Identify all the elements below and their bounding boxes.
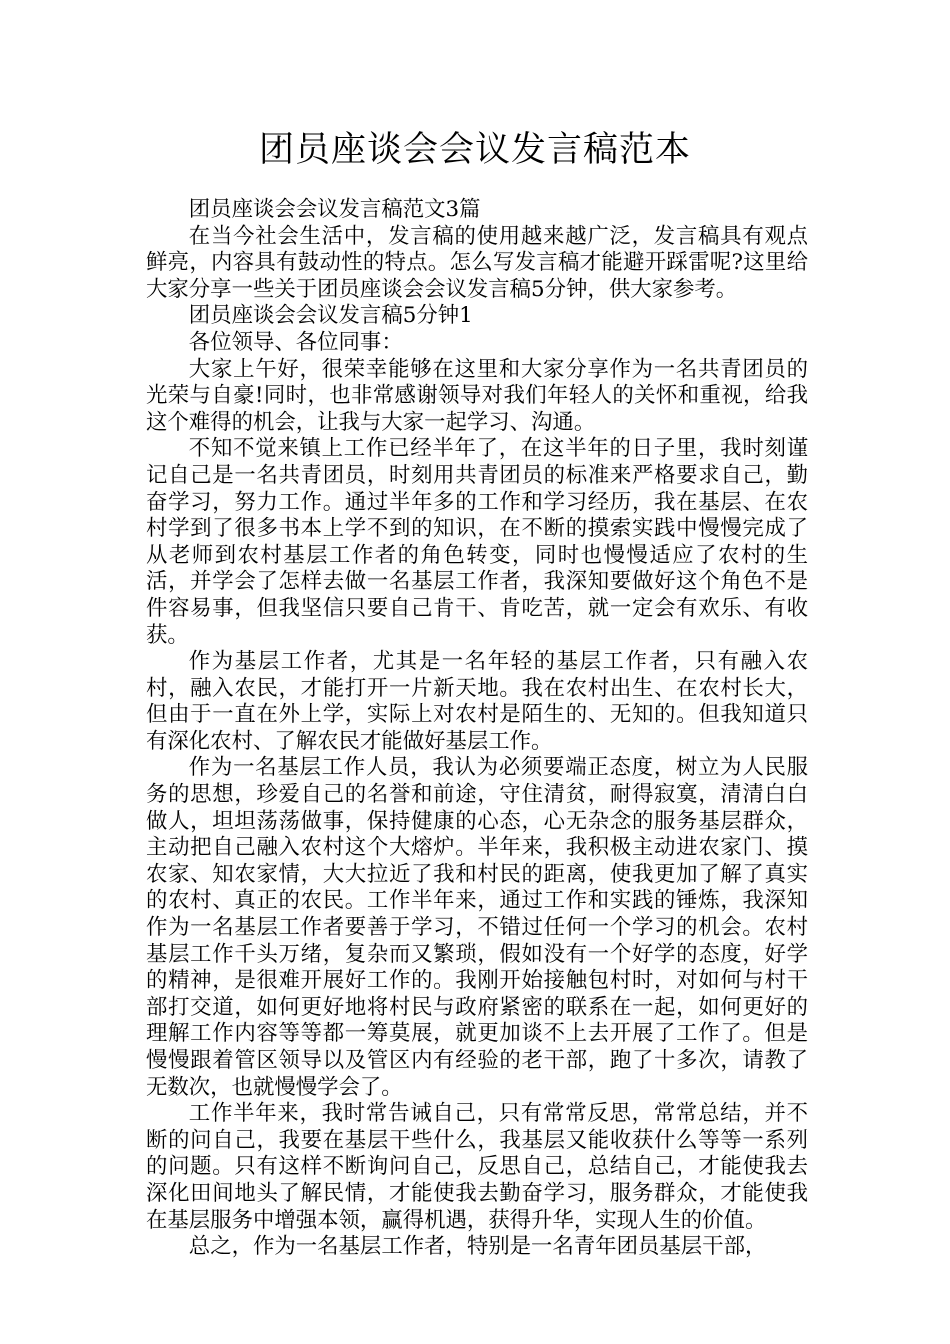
paragraph-greeting: 大家上午好，很荣幸能够在这里和大家分享作为一名共青团员的光荣与自豪!同时，也非常感谢领导对我们年轻人的关怀和重视，给我这个难得的机会，让我与大家一起学习、沟通。 [146,356,808,435]
document-title: 团员座谈会会议发言稿范本 [258,130,691,170]
paragraph-section-heading: 团员座谈会会议发言稿5分钟1 [188,303,473,329]
paragraph-intro: 在当今社会生活中，发言稿的使用越来越广泛，发言稿具有观点鲜亮，内容具有鼓动性的特点。怎么写发言稿才能避开踩雷呢?这里给大家分享一些关于团员座谈会会议发言稿5分钟，供大家参考。 [146,223,808,302]
document-body [146,197,808,1261]
paragraph-salutation: 各位领导、各位同事： [188,329,403,355]
paragraph-attitude: 作为一名基层工作人员，我认为必须要端正态度，树立为人民服务的思想，珍爱自己的名誉和前途，守住清贫，耐得寂寞，清清白白做人，坦坦荡荡做事，保持健康的心态，心无杂念的服务基层群众，主动把自己融入农村这个大熔炉。半年来，我积极主动进农家门、摸农家、知农家情，大大拉近了我和村民的距离，使我更加了解了真实的农村、真正的农民。工作半年来，通过工作和实践的锤炼，我深知作为一名基层工作者要善于学习，不错过任何一个学习的机会。农村基层工作千头万绪，复杂而又繁琐，假如没有一个好学的态度，好学的精神，是很难开展好工作的。我刚开始接触包村时，对如何与村干部打交道，如何更好地将村民与政府紧密的联系在一起，如何更好的理解工作内容等等都一筹莫展，就更加谈不上去开展了工作了。但是慢慢跟着管区领导以及管区内有经验的老干部，跑了十多次，请教了无数次，也就慢慢学会了。 [146,755,808,1100]
paragraph-conclusion: 总之，作为一名基层工作者，特别是一名青年团员基层干部， [188,1234,767,1260]
paragraph-grassroots: 作为基层工作者，尤其是一名年轻的基层工作者，只有融入农村，融入农民，才能打开一片新天地。我在农村出生、在农村长大，但由于一直在外上学，实际上对农村是陌生的、无知的。但我知道只有深化农村、了解农民才能做好基层工作。 [146,649,808,754]
paragraph-subtitle: 团员座谈会会议发言稿范文3篇 [188,197,481,222]
paragraph-half-year-work: 不知不觉来镇上工作已经半年了，在这半年的日子里，我时刻谨记自己是一名共青团员，时刻用共青团员的标准来严格要求自己，勤奋学习，努力工作。通过半年多的工作和学习经历，我在基层、在农村学到了很多书本上学不到的知识，在不断的摸索实践中慢慢完成了从老师到农村基层工作者的角色转变，同时也慢慢适应了农村的生活，并学会了怎样去做一名基层工作者，我深知要做好这个角色不是件容易事，但我坚信只要自己肯干、肯吃苦，就一定会有欢乐、有收获。 [146,436,808,648]
paragraph-reflection: 工作半年来，我时常告诫自己，只有常常反思，常常总结，并不断的问自己，我要在基层干些什么，我基层又能收获什么等等一系列的问题。只有这样不断询问自己，反思自己，总结自己，才能使我去深化田间地头了解民情，才能使我去勤奋学习，服务群众，才能使我在基层服务中增强本领，赢得机遇，获得升华，实现人生的价值。 [146,1101,808,1233]
